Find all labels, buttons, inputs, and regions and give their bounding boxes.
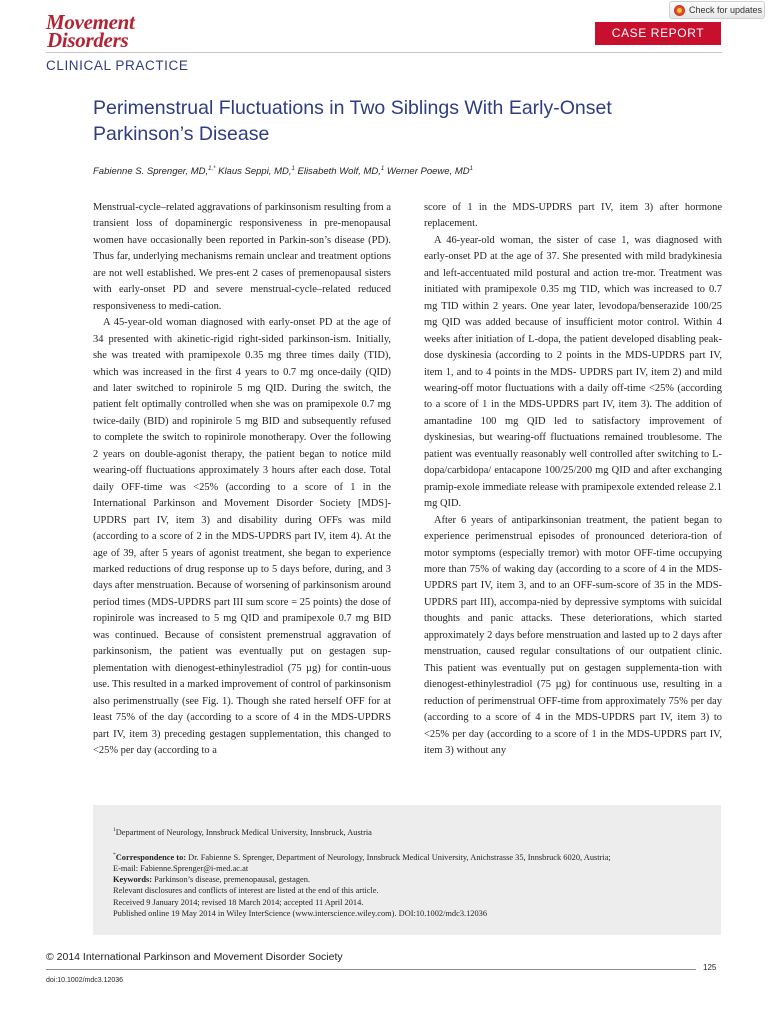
author-affiliation-mark: 1,*	[208, 166, 216, 172]
journal-name-line1: Movement	[46, 10, 135, 34]
check-for-updates-label: Check for updates	[689, 5, 763, 15]
body-column-right	[424, 200, 722, 759]
footer-rule	[46, 969, 696, 970]
page-number: 125	[703, 963, 717, 972]
article-title: Perimenstrual Fluctuations in Two Siblings With Early-Onset Parkinson’s Disease	[93, 97, 612, 145]
body-paragraph: score of 1 in the MDS-UPDRS part IV, item 3) after hormone replacement.	[424, 202, 722, 230]
affiliation-mark: 1	[113, 827, 116, 833]
author-affiliation-mark: 1	[469, 166, 473, 172]
keywords-line	[113, 874, 707, 885]
author-affiliation-mark: 1	[380, 166, 385, 172]
correspondence-note	[113, 850, 707, 919]
author-affiliation-mark: 1	[291, 166, 295, 172]
body-paragraph: A 46-year-old woman, the sister of case 1, was diagnosed with early-onset PD at the age of 37. She presented with mild bradykinesia and left-accentuated mild postural and action tre-mor. Treatment was initiated with pramipexole 0.35 mg TID, which was increased to 0.7 mg TID within 2 years. One year later, levodopa/benserazide 100/25 mg QID was added because of insufficient motor control. Within 4 weeks after initiation of L-dopa, the patient developed disabling peak-dose dyskinesia (according to 2 points in the MDS-UPDRS part IV, item 1, and to 4 points in the MDS- UPDRS part IV, item 2) and mild wearing-off motor fluctuations with a daily off-time <25% (according to a score of 1 in the MDS-UPDRS part IV, item 3). The addition of amantadine 100 mg QID led to satisfactory improvement of dyskinesias, but wearing-off fluctuations remained troublesome. The patient was eventually reasonably well controlled after switching to L-dopa/carbidopa/ entacapone 100/25/200 mg QID and after exchanging pramip-exole immediate release with pramipexole extended release 2.1 mg QID.	[424, 234, 722, 510]
body-paragraph: Menstrual-cycle–related aggravations of parkinsonism resulting from a transient loss of dopaminergic responsiveness in pre-menopausal women have occasionally been reported in Parkin-son’s disease (PD). Thus far, underlying mechanisms remain unclear and treatment options are not well established. We pres-ent 2 cases of premenopausal sisters with early-onset PD and severe menstrual-cycle–related reduced responsiveness to medi-cation.	[93, 202, 391, 312]
disclosures-note: Relevant disclosures and conflicts of interest are listed at the end of this article.	[113, 886, 379, 896]
header-rule	[46, 52, 722, 53]
author-name: Fabienne S. Sprenger, MD,	[93, 166, 209, 178]
journal-subtitle: CLINICAL PRACTICE	[46, 58, 189, 73]
affiliation-text: Department of Neurology, Innsbruck Medical University, Innsbruck, Austria	[115, 827, 372, 837]
check-for-updates-button[interactable]	[669, 1, 765, 19]
author-name: Werner Poewe, MD	[386, 166, 470, 178]
correspondence-mark: *	[113, 852, 116, 858]
article-type-badge: CASE REPORT	[595, 22, 721, 45]
correspondence-line	[113, 850, 707, 863]
journal-logo	[46, 10, 135, 53]
author-name: Elisabeth Wolf, MD,	[297, 166, 381, 178]
author-list	[93, 166, 473, 177]
received-dates: Received 9 January 2014; revised 18 March 2014; accepted 11 April 2014.	[113, 897, 364, 907]
affiliation-note	[113, 825, 707, 838]
footer-doi: doi:10.1002/mdc3.12036	[46, 977, 124, 984]
publication-info: Published online 19 May 2014 in Wiley InterScience (www.interscience.wiley.com). DOI:10.1002/mdc3.12036	[113, 908, 488, 918]
keywords-text: Parkinson’s disease, premenopausal, gestagen.	[154, 875, 311, 885]
crossmark-icon	[674, 5, 685, 16]
body-paragraph: After 6 years of antiparkinsonian treatment, the patient began to experience perimenstrual episodes of pronounced deteriora-tion of motor symptoms (especially tremor) with motor OFF-time occupying more than 75% of waking day (according to a score of 4 in the MDS-UPDRS part IV, item 3, and to an OFF-sum-score of 35 in the MDS-UPDRS part III), accompa-nied by depressive symptoms with suicidal thoughts and panic attacks. These deteriorations, which started approximately 2 days before menstruation and lasted up to 2 days after menstruation, caused regular consultations of our outpatient clinic. This patient was eventually put on gestagen supplementa-tion with dienogest-ethinylestradiol (75 µg) for continuous use, resulting in a reduction of perimenstrual OFF-time from approximately 75% per day (according to a score of 4 in the MDS-UPDRS part IV, item 3) to <25% per day (according to a score of 1 in the MDS-UPDRS part IV, item 3) without any	[424, 514, 722, 756]
correspondence-email: E-mail: Fabienne.Sprenger@i-med.ac.at	[113, 864, 249, 873]
keywords-label: Keywords:	[113, 875, 153, 885]
correspondence-text: Dr. Fabienne S. Sprenger, Department of Neurology, Innsbruck Medical University, Anichstrasse 35, Innsbruck 6020, Austria;	[188, 852, 611, 862]
journal-name-line2: Disorders	[47, 28, 129, 53]
copyright-line: © 2014 International Parkinson and Movement Disorder Society	[46, 951, 343, 963]
correspondence-label: Correspondence to:	[115, 852, 187, 862]
body-column-left	[93, 200, 391, 759]
body-paragraph: A 45-year-old woman diagnosed with early-onset PD at the age of 34 presented with akinetic-rigid right-sided parkinson-ism. Initially, she was treated with pramipexole 0.35 mg three times daily (TID), which was increased in the first 4 years to 0.7 mg once-daily (QID) and later switched to ropinirole 5 mg QID. During the switch, the patient felt optimally controlled when she was on pramipexole 0.7 mg twice-daily (BID) and ropinirole 5 mg BID and subsequently refused to complete the switch to ropinirole monotherapy. Over the following 2 years on double-agonist therapy, the patient began to notice mild wearing-off fluctuations approximately 3 hours after each dose. Total daily OFF-time was <25% (according to a score of 1 in the International Parkinson and Movement Disorder Society [MDS]-UPDRS part IV, item 3) and disability during OFFs was mild (according to a score of 2 in the MDS-UPDRS part IV, item 4). At the age of 39, after 5 years of agonist treatment, she began to experience marked reductions of drug response up to 5 days before, during, and 3 days after menstruation. Because of worsening of parkinsonism around period times (MDS-UPDRS part III sum score = 25 points) the dose of ropinirole was increased to 5 mg QID and pramipexole 0.7 mg BID was continued. Because of consistent premenstrual aggravation of parkinsonism, the patient was eventually put on gestagen sup-plementation with dienogest-ethinylestradiol (75 µg) for contin-uous use. This resulted in a marked improvement of control of parkinsonism also perimenstrually (see Fig. 1). Though she rated herself OFF for at least 75% of the day (according to a score of 4 in the MDS-UPDRS part IV, item 3) preceding gestagen supplementation, this changed to <25% per day (according to a	[93, 317, 391, 756]
author-name: Klaus Seppi, MD,	[218, 166, 292, 178]
